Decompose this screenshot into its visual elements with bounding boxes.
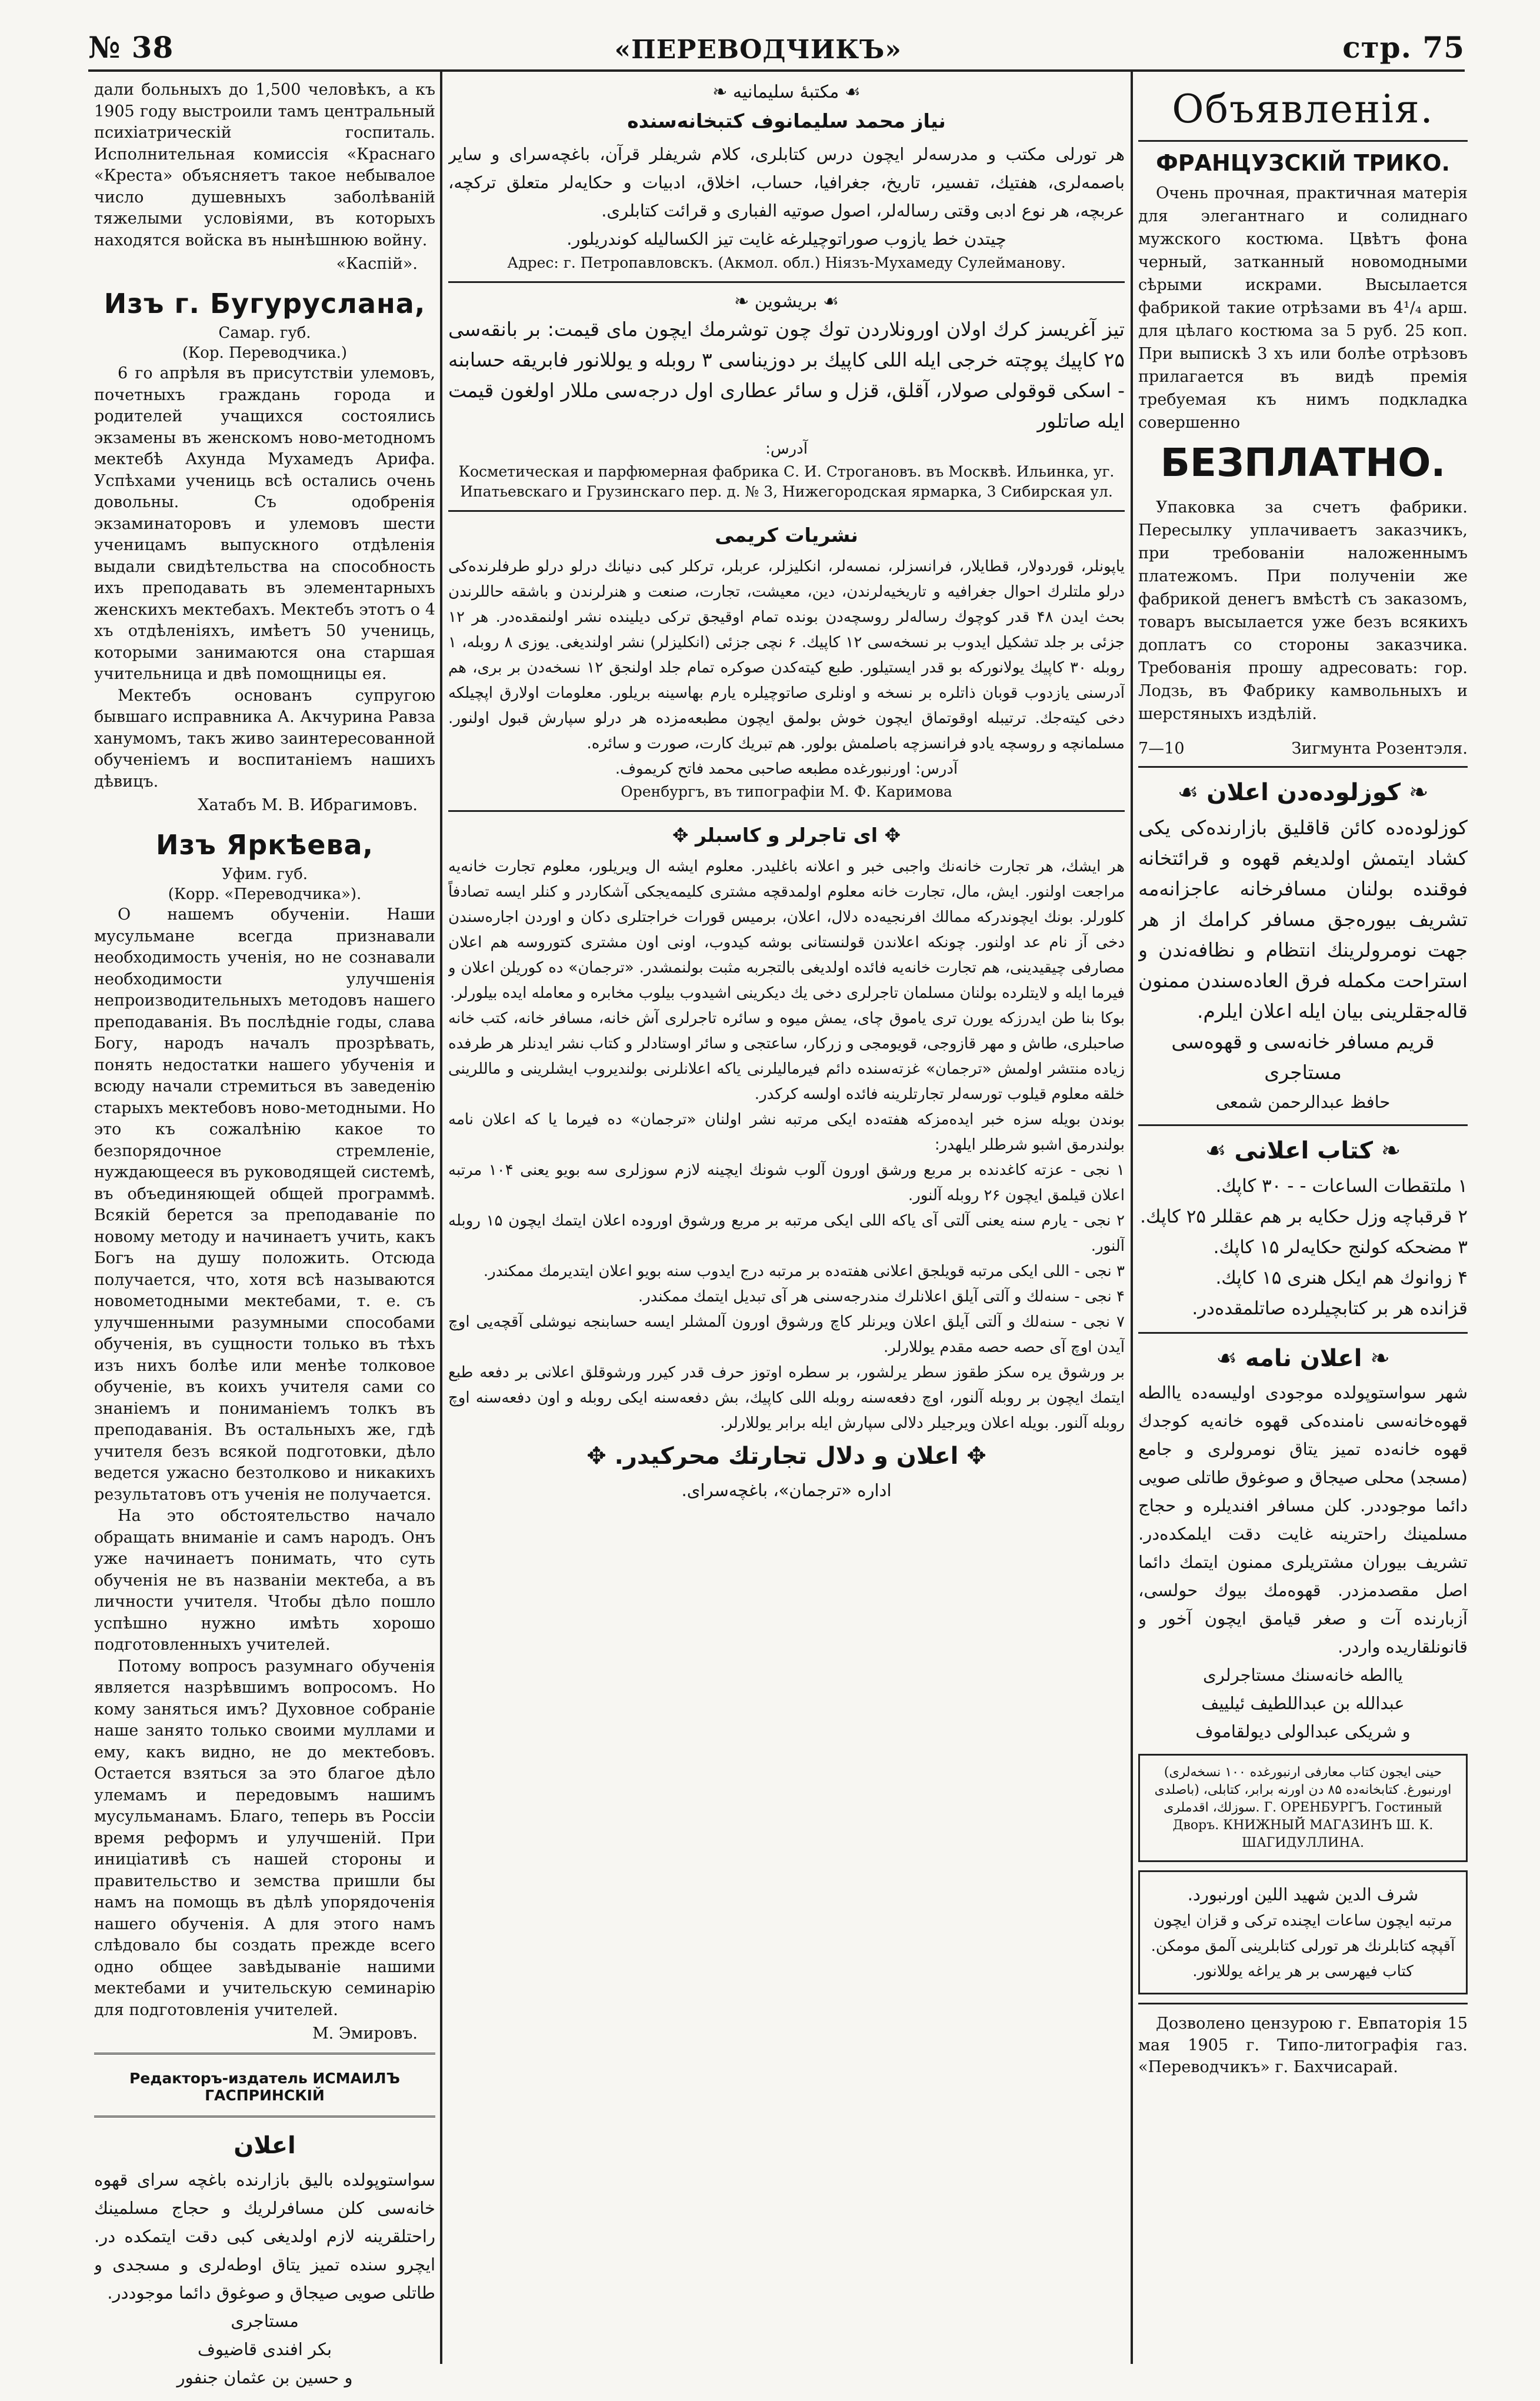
ad-brishwin-ar-address: آدرس: — [765, 440, 808, 458]
ad-karimov-address: Оренбургъ, въ типографіи М. Ф. Каримова — [621, 783, 952, 800]
ad-gozleve-heading-text: كوزلوده‌دن اعلان — [1206, 779, 1401, 806]
ad-gozleve-heading — [1138, 776, 1468, 809]
ad-trico-number: 7—10 — [1138, 740, 1185, 758]
ad-bookshop-box: (حينى ايجون كتاب معارفى ارنبورغده ۱۰۰ نسخه‌لرى باصلدى) اورنبورغ. كتابخانه‌ده ۸۵ دن اورنه برابر، كتابلى، سوزلك، اقدملرى. Г. ОРЕНБУРГЪ. Гостиный Дворъ. КНИЖНЫЙ МАГАЗИНЪ Ш. К. ШАГИДУЛЛИНА. — [1138, 1754, 1468, 1862]
ad-trico-footer — [1138, 740, 1468, 758]
separator — [1138, 140, 1468, 142]
ornament-icon: ☙ — [817, 291, 839, 312]
article-intro: дали больныхъ до 1,500 человѣкъ, а къ 1905 году выстроили тамъ центральный психіатрическій госпиталь. Исполнительная комиссія «Краснаго «Креста» объясняетъ такое небывалое число душевныхъ заболѣваній тяжелыми условіями, въ которыхъ находятся войска въ нынѣшнюю войну. — [94, 81, 435, 249]
ad-books-item: ۲ قرقباچه وزل حكايه بر هم عقللر ۲۵ كاپك. — [1140, 1206, 1468, 1227]
ad-trico-text: Очень прочная, практичная матерія для элегантнаго и солиднаго мужского костюма. Цвѣтъ фона черный, затканный новомодными сѣрыми искрами. Высылается фабрикой такие отрѣзами въ 4¹/₄ арш. для цѣлаго костюма за 5 руб. 25 коп. При выпискѣ 3 хъ или болѣе отрѣзовъ прилагается въ видѣ премія требуемая къ нимъ подкладка совершенно — [1138, 184, 1468, 432]
heading-yarkeev-region: Уфим. губ. — [221, 865, 308, 883]
ad-yalta-text: شهر سواستوپولده موجودى اوليسه‌ده ياالطه قهوه‌خانه‌سى نامنده‌كى قهوه خانه‌يه كوجدك قهوه خانه‌ده تميز يتاق نومرولرى و جامع (مسجد) محلى صيجاق و صوغوق طاتلى صويى دائما موجوددر. كلن مسافر افنديلره و حجاج مسلمينك راحترينه غايت دقت ايلمكده‌در. تشريف بيوران مشتريلرى ممنون ايتمك دائما اصل مقصدمزدر. قهوه‌مك بيوك حولسى، آزبارنده آت و صغر قيامق ايچون آخور و قانونلقاريده واردر. — [1138, 1383, 1468, 1657]
article-yarkeev-p2: На это обстоятельство начало обращать вниманіе и самъ народъ. Онъ уже начинаетъ понимать, что суть обученія не въ названіи мектеба, а въ личности учителя. Чтобы дѣло пошло успѣшно нужно имѣть хорошо подготовленныхъ учителей. — [94, 1507, 435, 1654]
masthead-rule — [88, 69, 1465, 72]
page-number: стр. 75 — [1342, 30, 1465, 65]
ad-bookstore-ornament — [448, 82, 1125, 102]
ad-merchants-footer-address: اداره «ترجمان»، باغچه‌سراى. — [681, 1480, 892, 1500]
ad-merchants-footer — [448, 1440, 1125, 1473]
ornament-icon: ❧ — [734, 291, 755, 312]
article-yarkeev-p1: О нашемъ обученіи. Наши мусульмане всегда признавали необходимость ученія, но не сознавали необходимости улучшенія непроизводительныхъ методовъ нашего преподаванія. Въ послѣдніе годы, слава Богу, народъ началъ прозрѣвать, понять недостатки нашего убученія и всюду начали стремиться въ заведенію старыхъ мектебовъ ново-методными. Но это къ сожалѣнію какое то безпорядочное стремленіе, нуждающееся въ руководящей системѣ, въ объединяющей общей программѣ. Всякій берется за преподаваніе по новому методу и начинаетъ учить, какъ Богъ на душу положить. Отсюда получается, что, хотя всѣ называются новометодными мектебами, т. е. съ улучшенными разумными способами обученія, въ сущности только въ тѣхъ изъ нихъ болѣе или менѣе толковое обученіе, въ коихъ учителя сами со знаніемъ и пониманіемъ толкъ въ преподаванія. Въ остальныхъ же, гдѣ учителя безъ всякой подготовки, дѣло ведется ужасно безтолково и никакихъ результатовъ отъ ученія не получается. — [94, 905, 435, 1504]
ad-yalta-sign-2: و شريكى عبدالولى ديولقاموف — [1195, 1721, 1411, 1741]
ad-merchants-term-4: ۴ نجى - سنه‌لك و آلتى آيلق اعلانلرك مندرجه‌سنى هر آى تبديل ايتمك ممكندر. — [638, 1288, 1125, 1306]
ad-merchants-term-5: ۷ نجى - سنه‌لك و آلتى آيلق اعلان ويرنلر كاچ ورشوق اورون آلمشلر ايسه حسابنجه نيوشلى آقچه‌يى اوچ آيدن اوچ آى حصه حصه مقدم يوللارلر. — [448, 1313, 1125, 1356]
column-tatar-ads — [448, 79, 1125, 1504]
article-yarkeev-p3: Потому вопросъ разумнаго обученія является назрѣвшимъ вопросомъ. Но кому заняться имъ? Духовное собраніе наше занято только своими муллами и ему, какъ видно, не до мектебовъ. Остается взяться за это благое дѣло улемамъ и передовымъ нашимъ мусульманамъ. Благо, теперь въ Россіи время реформъ и улучшеній. При иниціативѣ съ нашей стороны и правительство и земства пришли бы намъ на помощь въ дѣлѣ упорядоченія нашего обученія. А для этого намъ слѣдовало бы создать прежде всего одно общее завѣдываніе нашими мектебами и учительскую семинарію для подготовленія учителей. — [94, 1657, 435, 2019]
ornament-icon: ✥ — [878, 824, 901, 847]
ad-books-item: ۱ ملتقطات الساعات - - ۳۰ كاپك. — [1215, 1175, 1468, 1197]
ornament-icon: ❧ — [1372, 1137, 1401, 1164]
ad-coffeehouse-sign-2: و حسين بن عثمان جنفور — [176, 2367, 353, 2387]
separator — [448, 510, 1125, 512]
ad-merchants-text-1: هر ايشك، هر تجارت خانه‌نك واجبى خبر و اعلانه باغليدر. معلوم ايشه ال ويريلور، معلوم تجارت خانه‌يه مراجعت اولنور. ايش، مال، تجارت خانه معلوم اولمدقچه مشترى كليمه‌يجكى آشكاردر و كنلر ايسه تصادفاً كلورلر. بونك ايچوندركه ممالك افرنجيه‌ده دلال، اعلان، برميس قورات خراجتلرى دكان و اوردن اجاره‌سندن دخى آز نام عد اولنور. چونكه اعلاندن قولنستانى بوشه كيدوب، اونى اون مشترى كتوروسه هم اعلان مصارفى چيقيدينى، هم تجارت خانه‌يه فائده اولديغى بالتجربه مثبت بولنمشدر. «ترجمان» ده كوريلن اعلان و فيرما ايله و لايتلرده بولنان مسلمان تاجرلرى دخى يك ديكرينى اشيدوب بيلوب مخابره و معامله ايده بيلورلر. — [448, 858, 1125, 1002]
ad-merchants-text-3: بوندن بويله سزه خبر ايده‌مزكه هفته‌ده ايكى مرتبه نشر اولنان «ترجمان» ده فيرما يا كه اعلان نامه بولندرمق اشبو شرطلر ايلهدر: — [448, 1111, 1125, 1154]
announcements-title: Объявленія. — [1172, 86, 1434, 132]
editor-publisher: Редакторъ-издатель ИСМАИЛЪ ГАСПРИНСКІЙ — [129, 2070, 401, 2104]
ad-yalta-heading-text: اعلان نامه — [1245, 1345, 1362, 1372]
ad-trico-free: БЕЗПЛАТНО. — [1160, 440, 1446, 485]
ad-trico-heading: ФРАНЦУЗСКІЙ ТРИКО. — [1156, 150, 1450, 176]
heading-buguruslan-region: Самар. губ. — [218, 324, 311, 342]
ornament-icon: ✥ — [672, 824, 695, 847]
ad-merchants-term-6: بر ورشوق يره سكز طقوز سطر يرلشور، بر سطره اوتوز حرف قدر كيرر ورشوقلق اعلانى بر دفعه طبع ايتمك ايچون بر روبله آلنور، اوچ دفعه‌سنه روبله اللى كاپيك، بش دفعه‌سنه ايكى روبله و اون دفعه‌سنه اوچ روبله آلنور. بويله اعلان ويرجيلر دلالى سپارش ايله برابر يوللارلر. — [448, 1364, 1125, 1432]
heading-yarkeev-correspondent: (Корр. «Переводчика»). — [168, 885, 362, 903]
ad-brishwin-ornament-text: بريشوين — [754, 291, 818, 312]
column-rule-2 — [1131, 69, 1133, 2364]
separator — [448, 281, 1125, 283]
ad-sharafeddin-heading: شرف الدين شهيد اللين اورنبورد. — [1187, 1884, 1419, 1904]
ad-books-item: ۳ مضحكه كولنج حكايه‌لر ۱۵ كاپك. — [1213, 1237, 1468, 1258]
ad-brishwin-address-2: Ипатьевскаго и Грузинскаго пер. д. № 3, Нижегородская ярмарка, 3 Сибирская ул. — [460, 483, 1113, 500]
heading-buguruslan-correspondent: (Кор. Переводчика.) — [182, 344, 348, 362]
ornament-icon: ❧ — [712, 82, 733, 102]
ad-coffeehouse-heading: اعلان — [234, 2132, 296, 2159]
ad-sharafeddin-box — [1138, 1870, 1468, 1994]
ad-trico-text-2: Упаковка за счетъ фабрики. Пересылку уплачиваетъ заказчикъ, при требованіи наложеннымъ платежомъ. При полученіи же фабрикой денегъ вмѣстѣ съ заказомъ, товаръ высылается уже безъ всякихъ доплатъ со стороны заказчика. Требованія прошу адресовать: гор. Лодзь, въ Фабрику камвольныхъ и шерстяныхъ издѣлій. — [1138, 498, 1468, 723]
ad-brishwin-ornament — [448, 291, 1125, 312]
ad-gozleve-text: كوزلوده‌ده كائن قاقليق بازارنده‌كى يكى كشاد ايتمش اولديغم قهوه و قرائتخانه فوقنده بولنان مسافرخانه عاجزانه‌مه تشريف بيوره‌جق مسافر كرامك از هر جهت نومرولرينك انتظام و نظافه‌ندن و استراحت مكمله فرق العاده‌سندن ممنون قاله‌جقلرينى بيان ايله اعلان ايلرم. — [1138, 816, 1468, 1023]
ad-karimov-title: نشريات كريمى — [715, 524, 858, 547]
ad-karimov-ar-address: آدرس: اورنبورغده مطبعه صاحبى محمد فاتح كريموف. — [615, 760, 958, 778]
separator — [1138, 1332, 1468, 1334]
separator — [1138, 2003, 1468, 2004]
ad-bookstore-title: نياز محمد سليمانوف كتبخانه‌سنده — [627, 109, 946, 132]
ad-bookstore-text: هر تورلى مكتب و مدرسه‌لر ايچون درس كتابلرى، كلام شريفلر قرآن، باغچه‌سراى و ساير باصمه‌لرى، هفتيك، تفسير، تاريخ، جغرافيا، حساب، اخلاق، ادبيات و حكايه‌لر متعلق تركچه، عربچه، هر نوع ادبى وقتى رساله‌لر، اصول صوتيه الفبارى و قرائت كتابلرى. — [448, 144, 1125, 221]
ornament-icon: ✥ — [958, 1443, 986, 1470]
censorship-imprint: Дозволено цензурою г. Евпаторія 15 мая 1905 г. Типо-литографія газ. «Переводчикъ» г. Бахчисарай. — [1138, 2014, 1468, 2076]
ad-brishwin-address-1: Косметическая и парфюмерная фабрика С. И. Строгановъ. въ Москвѣ. Ильинка, уг. — [458, 463, 1115, 480]
ornament-icon: ☙ — [1177, 779, 1207, 806]
ad-merchants-title-text: اى تاجرلر و كاسبلر — [695, 824, 878, 847]
ornament-icon: ☙ — [1216, 1345, 1245, 1372]
ad-brishwin-text: تيز آغريسز كرك اولان اورونلاردن توك چون توشرمك ايچون ماى قيمت: بر بانقه‌سى ۲۵ كاپيك پوچته خرجى ايله اللى كاپيك بر دوزيناسى ۳ روبله و يوللانور فابريقه حسابنه - اسكى قوقولى صولار، آقلق، قزل و سائر عطارى اول درجه‌سى مللار اولغون قيمت ايله صاتلور — [448, 318, 1125, 432]
heading-yarkeev: Изъ Яркѣева, — [155, 829, 374, 861]
ad-yalta-sign-head: ياالطه خانه‌سنك مستاجرلرى — [1203, 1665, 1403, 1685]
ad-bookstore-ornament-text: مكتبهٔ سليمانيه — [732, 82, 839, 102]
ad-yalta-heading — [1138, 1342, 1468, 1375]
heading-buguruslan: Изъ г. Бугуруслана, — [104, 288, 426, 319]
ad-coffeehouse-sign-head: مستاجرى — [231, 2311, 299, 2331]
ad-coffeehouse-text: سواستوپولده باليق بازارنده باغچه سراى قهوه خانه‌سى كلن مسافرلريك و حجاج مسلمينك راحتلقرينه لازم اولديغى كبى دقت ايتمكده در. ايچرو سنده تميز يتاق اوطه‌لرى و مسجدى و طاتلى صويى صيجاق و صوغوق دائما موجوددر. — [94, 2170, 435, 2303]
ad-merchants-term-1: ۱ نجى - عزته كاغدنده بر مربع ورشق اورون آلوب شونك ايچينه لازم سوزلرى سه بويو يعنى ۱۰۴ مرتبه اعلان قيلمق ايچون ۲۶ روبله آلنور. — [448, 1161, 1125, 1204]
ad-gozleve-sign-head: قريم مسافر خانه‌سى و قهوه‌سى مستاجرى — [1171, 1030, 1435, 1084]
column-news — [94, 79, 435, 2392]
ad-bookstore-text-2: چيتدن خط يازوب صوراتوچيلرغه غايت تيز الكساليله كوندريلور. — [566, 229, 1006, 249]
ad-merchants-title — [448, 820, 1125, 851]
column-announcements — [1138, 79, 1468, 2078]
separator — [94, 2053, 435, 2058]
ad-trico-signature: Зигмунта Розентэля. — [1291, 740, 1468, 758]
article-intro-source: «Каспій». — [336, 255, 418, 273]
separator — [448, 810, 1125, 812]
ad-books-heading — [1138, 1134, 1468, 1167]
ornament-icon: ❧ — [1401, 779, 1429, 806]
ad-bookstore-address: Адрес: г. Петропавловскъ. (Акмол. обл.) Ніязъ-Мухамеду Сулейманову. — [507, 254, 1066, 271]
ad-merchants-text-2: بوكا بنا طن ايدرزكه يورن ترى ياموق چاى، يمش ميوه و سائره تاجرلرى آش خانه، مسافر خانه، كتب خانه صاحبلرى، طاش و مهر قازوجى، قويومجى و زركار، ساعتجى و سائر اوستادلر و كتاب نشر ايدنلر هر طرفده زياده منتشر اولمش «ترجمان» غزته‌سنده دائم فيرماليلرنى ياكه اعلانلرنى بولنديروب ايشلرينى و ماللرينى خلقه معلوم قيلوب تورسه‌لر تجارتلرينه فائده اولسه كركدر. — [448, 1010, 1125, 1103]
ornament-icon: ☙ — [839, 82, 861, 102]
separator — [94, 2116, 435, 2121]
ad-books-item: ۴ زوانوك هم ايكل هنرى ۱۵ كاپك. — [1215, 1267, 1468, 1288]
ad-merchants-footer-text: اعلان و دلال تجارتك محركيدر. — [614, 1443, 959, 1470]
issue-number: № 38 — [88, 30, 174, 65]
ad-merchants-term-3: ۳ نجى - اللى ايكى مرتبه قويلجق اعلانى هفته‌ده بر مرتبه درج ايدوب سنه بويو اعلان ايتديرمك ممكندر. — [483, 1263, 1125, 1280]
ad-sharafeddin-text: مرتبه ايچون ساعات ايچنده تركى و قزان ايچون آقپچه كتابلرنك هر تورلى كتابلرينى آلمق مومكن. كتاب فيهرسى بر هر يراغه يوللانور. — [1151, 1912, 1455, 1980]
ornament-icon: ☙ — [1205, 1137, 1235, 1164]
article-yarkeev-signature: М. Эмировъ. — [312, 2024, 418, 2043]
masthead — [88, 24, 1465, 65]
article-buguruslan-signature: Хатабъ М. В. Ибрагимовъ. — [198, 796, 418, 814]
ad-gozleve-sign: حافظ عبدالرحمن شمعى — [1215, 1092, 1391, 1112]
ad-books-footer: قزانده هر بر كتابچيلرده صاتلمقده‌در. — [1192, 1298, 1468, 1319]
article-buguruslan-p2: Мектебъ основанъ супругою бывшаго исправника А. Акчурина Равза ханумомъ, такъ живо заинтересованной обученіемъ и воспитаніемъ нашихъ дѣвицъ. — [94, 686, 435, 791]
separator — [1138, 766, 1468, 768]
ad-coffeehouse-sign-1: بكر افندى قاضيوف — [197, 2339, 332, 2359]
ad-books-heading-text: كتاب اعلانى — [1234, 1137, 1373, 1164]
article-buguruslan-p1: 6 го апрѣля въ присутствіи улемовъ, почетныхъ граждань города и родителей учащихся состоялись экзамены въ женскомъ ново-методномъ мектебѣ Ахунда Мухамедъ Арифа. Успѣхами учениць всѣ остались очень довольны. Съ одобренія экзаминаторовъ и улемовъ шести ученицамъ выпускного отдѣленія выдали свидѣтельства на способность ихъ преподавать въ элементарныхъ женскихъ мектебахъ. Мектебъ этотъ о 4 хъ отдѣленіяхъ, имѣетъ 50 учениць, которыми занимаются она старшая учительница и двѣ помощницы ея. — [94, 364, 435, 683]
ad-karimov-text: ياپونلر، قوردولار، قطايلار، فرانسزلر، نمسه‌لر، انكليزلر، عربلر، تركلر كبى دنيانك درلو درلو طرفلرنده‌كى درلو ملتلرك احوال جغرافيه و تاريخيه‌لرندن، دين، معيشت، تجارت، صنعت و هنرلرندن و باشقه حاللرندن بحث ايدن ۴۸ قدر كوچوك رساله‌لر روسچه‌دن بونده تمام اوقيجق تركى ديلينده نشر اولنمقده‌در. هر ۱۲ جزئى بر جلد تشكيل ايدوب بر نسخه‌سى ۱۲ كاپيك. ۶ نچى جزئى (انكليزلر) نشر اولنديغى. يوزى ۸ روبله، ۱ روبله ۳۰ كاپيك يولانوركه بو قدر ايستيلور. طبع كيته‌كدن صوكره تمام جلد اولنجق ۱۲ نسخه‌دن بر برى، هم آدرسنى يازدوب قوبان ذاتلره بر نسخه و اونلرى صاتوچيلره يارم بهاسينه بريلور. معلومات اولارق اپچيلكه دخى كيته‌جك. ترتيبله اوقوتماق ايچون خوش بولمق ايچون مطبعه‌مزده هر درلو سپارش قبول اولنور. مسلمانچه و روسچه يادو فرانسزچه باصلمش بولور. هم تبريك كارت، صورت و سائره. — [448, 558, 1125, 752]
ad-yalta-sign-1: عبدالله بن عبداللطيف ئيلييف — [1201, 1693, 1405, 1713]
ornament-icon: ✥ — [586, 1443, 615, 1470]
separator — [1138, 1124, 1468, 1126]
ad-merchants-term-2: ۲ نجى - يارم سنه يعنى آلتى آى ياكه اللى ايكى مرتبه بر مربع ورشوق اوروده اعلان ايتمك ايچون ۱۵ روبله آلنور. — [448, 1212, 1125, 1255]
ornament-icon: ❧ — [1362, 1345, 1390, 1372]
column-rule-1 — [440, 69, 442, 2364]
newspaper-title: «ПЕРЕВОДЧИКЪ» — [614, 35, 902, 65]
